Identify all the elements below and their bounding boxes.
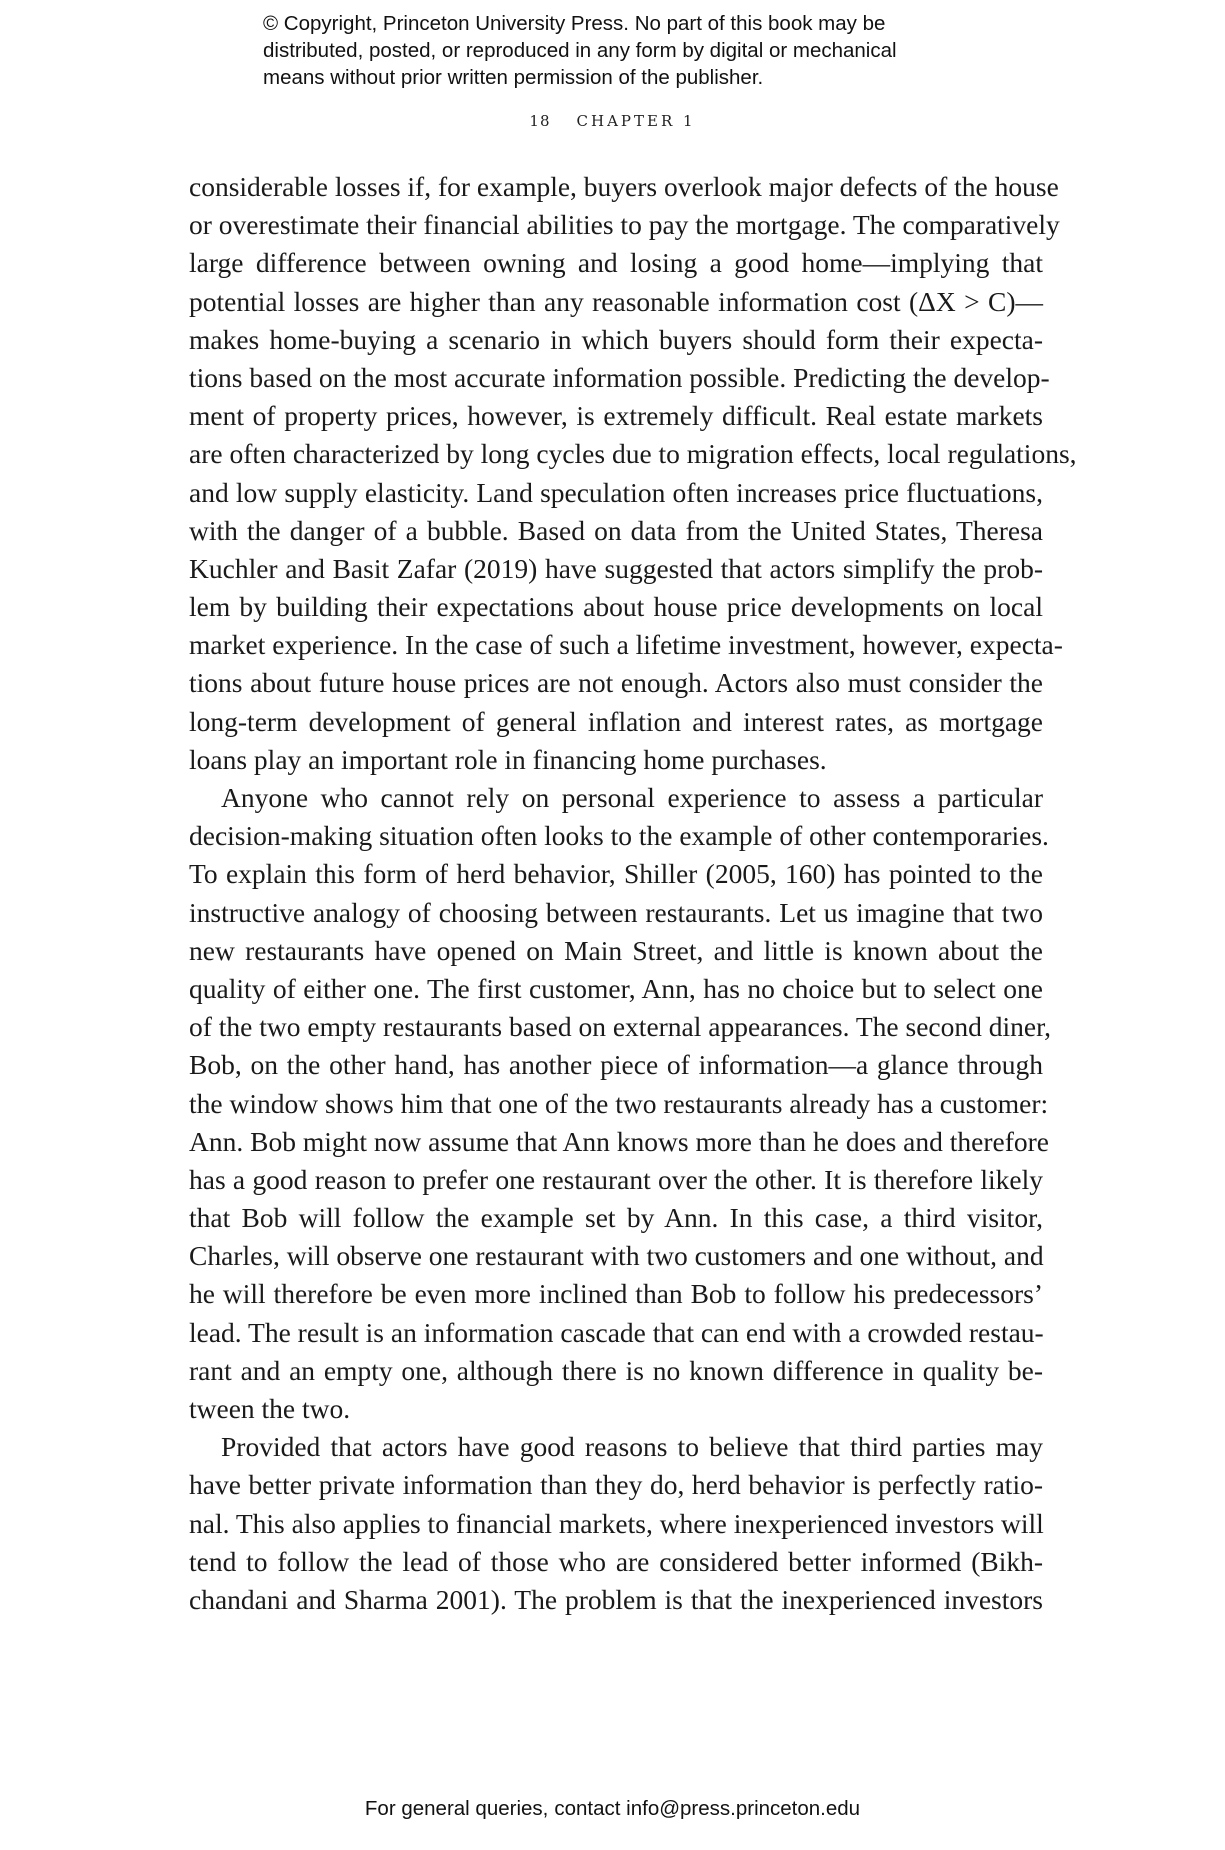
- text-line: Charles, will observe one restaurant with two customers and one without, and: [189, 1240, 1044, 1272]
- running-head: [0, 112, 1225, 130]
- text-line: large difference between owning and losing a good home—implying that: [189, 247, 1043, 279]
- text-line: tions based on the most accurate information possible. Predicting the develop-: [189, 361, 1050, 393]
- text-line: ment of property prices, however, is extremely difficult. Real estate markets: [189, 400, 1043, 432]
- copyright-line: © Copyright, Princeton University Press. No part of this book may be: [263, 12, 886, 35]
- text-line: lem by building their expectations about house price developments on local: [189, 591, 1043, 623]
- text-line: of the two empty restaurants based on external appearances. The second diner,: [189, 1011, 1052, 1043]
- copyright-line: means without prior written permission of the publisher.: [263, 66, 764, 89]
- footer-contact: contact info@press.princeton.edu: [554, 1797, 861, 1820]
- text-line: and low supply elasticity. Land speculation often increases price fluctuations,: [189, 476, 1043, 508]
- text-line: nal. This also applies to financial markets, where inexperienced investors will: [189, 1507, 1044, 1539]
- chapter-label: CHAPTER 1: [576, 112, 696, 130]
- text-line: market experience. In the case of such a lifetime investment, however, expecta-: [189, 629, 1063, 661]
- text-line: decision-making situation often looks to the example of other contemporaries.: [189, 820, 1049, 852]
- page-number: 18: [529, 112, 551, 130]
- text-line: are often characterized by long cycles due to migration effects, local regulations,: [189, 438, 1077, 470]
- text-line: Anyone who cannot rely on personal experience to assess a particular: [221, 782, 1043, 813]
- copyright-notice: [263, 10, 1003, 91]
- text-line: chandani and Sharma 2001). The problem is that the inexperienced investors: [189, 1583, 1043, 1615]
- text-line: Bob, on the other hand, has another piece of information—a glance through: [189, 1049, 1043, 1081]
- text-line: tend to follow the lead of those who are considered better informed (Bikh-: [189, 1545, 1043, 1577]
- text-line: the window shows him that one of the two restaurants already has a customer:: [189, 1087, 1049, 1119]
- text-line: has a good reason to prefer one restaurant over the other. It is therefore likely: [189, 1163, 1043, 1195]
- text-line: Provided that actors have good reasons to believe that third parties may: [221, 1431, 1043, 1463]
- text-line: potential losses are higher than any reasonable information cost (ΔX > C)—: [189, 285, 1043, 317]
- text-line: Ann. Bob might now assume that Ann knows more than he does and therefore: [189, 1125, 1049, 1157]
- text-line: new restaurants have opened on Main Street, and little is known about the: [189, 934, 1043, 966]
- text-line: loans play an important role in financing home purchases.: [189, 743, 827, 775]
- text-line: To explain this form of herd behavior, Shiller (2005, 160) has pointed to the: [189, 858, 1043, 890]
- text-line: rant and an empty one, although there is no known difference in quality be-: [189, 1354, 1043, 1386]
- footer-label: For general queries,: [364, 1797, 549, 1820]
- body-text: [189, 168, 1077, 1619]
- text-line: Kuchler and Basit Zafar (2019) have suggested that actors simplify the prob-: [189, 552, 1043, 584]
- text-line: tions about future house prices are not enough. Actors also must consider the: [189, 667, 1043, 699]
- text-line: considerable losses if, for example, buyers overlook major defects of the house: [189, 171, 1059, 202]
- text-line: instructive analogy of choosing between restaurants. Let us imagine that two: [189, 896, 1043, 928]
- text-line: makes home-buying a scenario in which buyers should form their expecta-: [189, 323, 1043, 355]
- text-line: have better private information than they do, herd behavior is perfectly ratio-: [189, 1469, 1043, 1501]
- text-line: he will therefore be even more inclined than Bob to follow his predecessors’: [189, 1278, 1043, 1310]
- footer: [0, 1797, 1225, 1821]
- text-line: long-term development of general inflation and interest rates, as mortgage: [189, 705, 1043, 737]
- copyright-line: distributed, posted, or reproduced in any form by digital or mechanical: [263, 39, 897, 62]
- text-line: that Bob will follow the example set by Ann. In this case, a third visitor,: [189, 1202, 1043, 1234]
- text-line: lead. The result is an information cascade that can end with a crowded restau-: [189, 1316, 1044, 1348]
- text-line: quality of either one. The first customer, Ann, has no choice but to select one: [189, 972, 1043, 1004]
- text-line: tween the two.: [189, 1393, 351, 1424]
- text-line: with the danger of a bubble. Based on data from the United States, Theresa: [189, 514, 1043, 546]
- text-line: or overestimate their financial abilities to pay the mortgage. The comparatively: [189, 209, 1060, 241]
